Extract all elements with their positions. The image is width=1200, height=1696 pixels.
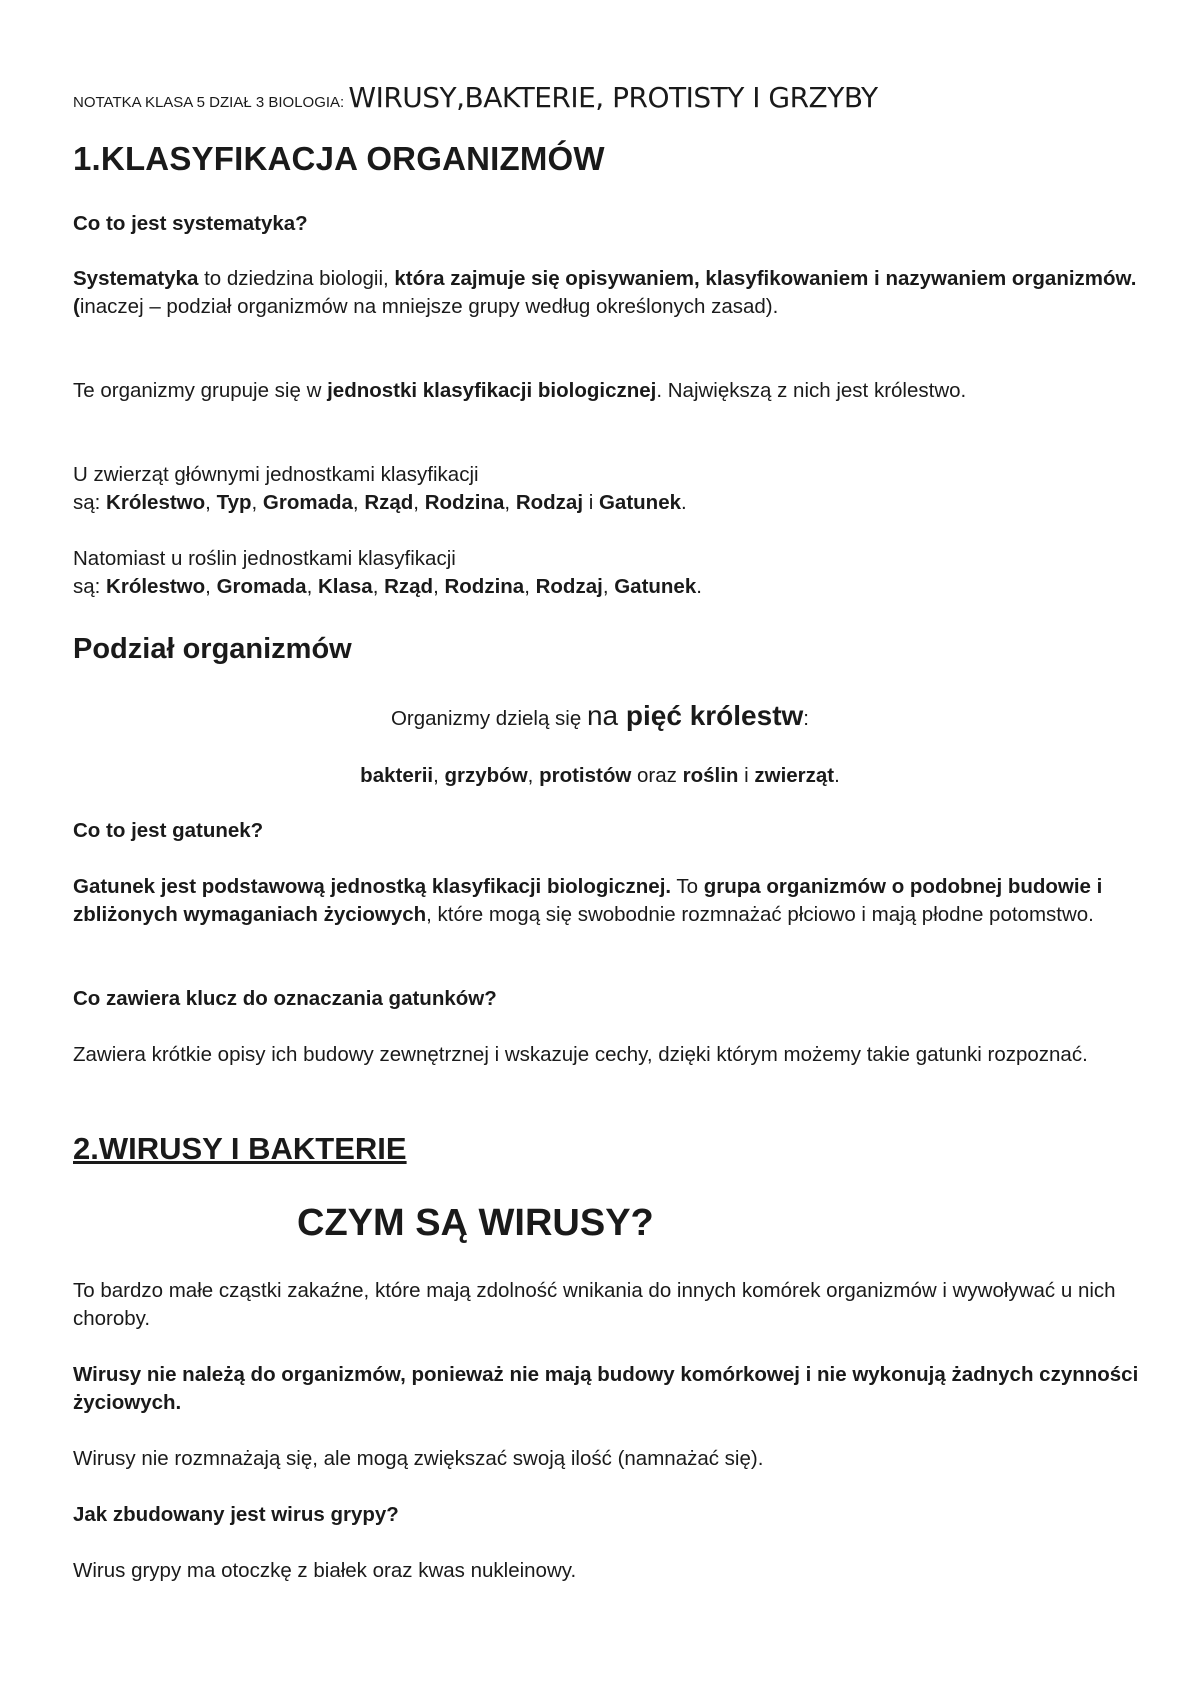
title-prefix: NOTATKA KLASA 5 DZIAŁ 3 BIOLOGIA: xyxy=(73,94,349,111)
division-heading: Podział organizmów xyxy=(73,633,352,665)
five-kingdoms-line: Organizmy dzielą się na pięć królestw: xyxy=(390,700,809,731)
section-1-heading: 1.KLASYFIKACJA ORGANIZMÓW xyxy=(73,140,605,177)
question-gatunek: Co to jest gatunek? xyxy=(73,819,264,842)
classification-units-paragraph: Te organizmy grupuje się w jednostki klasyfikacji biologicznej. Największą z nich jest królestwo. xyxy=(73,379,967,402)
kingdoms-list: bakterii, grzybów, protistów oraz roślin i zwierząt. xyxy=(360,764,840,787)
question-flu-virus: Jak zbudowany jest wirus grypy? xyxy=(73,1503,399,1526)
question-key: Co zawiera klucz do oznaczania gatunków? xyxy=(73,987,497,1010)
systematyka-definition: Systematyka to dziedzina biologii, która zajmuje się opisywaniem, klasyfikowaniem i nazywaniem organizmów. (inaczej – podział organizmów na mniejsze grupy według określonych zasad). xyxy=(73,267,1137,318)
animal-units-paragraph: U zwierząt głównymi jednostkami klasyfikacji są: Królestwo, Typ, Gromada, Rząd, Rodzina, Rodzaj i Gatunek. xyxy=(73,463,687,514)
viruses-definition: To bardzo małe cząstki zakaźne, które mają zdolność wnikania do innych komórek organizmów i wywoływać u nich choroby. xyxy=(73,1279,1116,1330)
viruses-not-organisms: Wirusy nie należą do organizmów, ponieważ nie mają budowy komórkowej i nie wykonują żadnych czynności życiowych. xyxy=(73,1363,1139,1414)
plant-units-paragraph: Natomiast u roślin jednostkami klasyfikacji są: Królestwo, Gromada, Klasa, Rząd, Rodzina, Rodzaj, Gatunek. xyxy=(73,547,702,598)
key-answer: Zawiera krótkie opisy ich budowy zewnętrznej i wskazuje cechy, dzięki którym możemy takie gatunki rozpoznać. xyxy=(73,1043,1088,1066)
question-systematyka: Co to jest systematyka? xyxy=(73,212,308,235)
gatunek-definition: Gatunek jest podstawową jednostką klasyfikacji biologicznej. To grupa organizmów o podobnej budowie i zbliżonych wymaganiach życiowych, które mogą się swobodnie rozmnażać płciowo i mają płodne potomstwo. xyxy=(73,875,1103,926)
viruses-multiply: Wirusy nie rozmnażają się, ale mogą zwiększać swoją ilość (namnażać się). xyxy=(73,1447,764,1470)
section-2-heading: 2.WIRUSY I BAKTERIE xyxy=(73,1131,407,1166)
document-title-line xyxy=(73,80,1143,121)
viruses-subheading: CZYM SĄ WIRUSY? xyxy=(297,1202,654,1244)
flu-virus-answer: Wirus grypy ma otoczkę z białek oraz kwas nukleinowy. xyxy=(73,1559,577,1582)
document-title: WIRUSY,BAKTERIE, PROTISTY I GRZYBY xyxy=(348,81,878,114)
